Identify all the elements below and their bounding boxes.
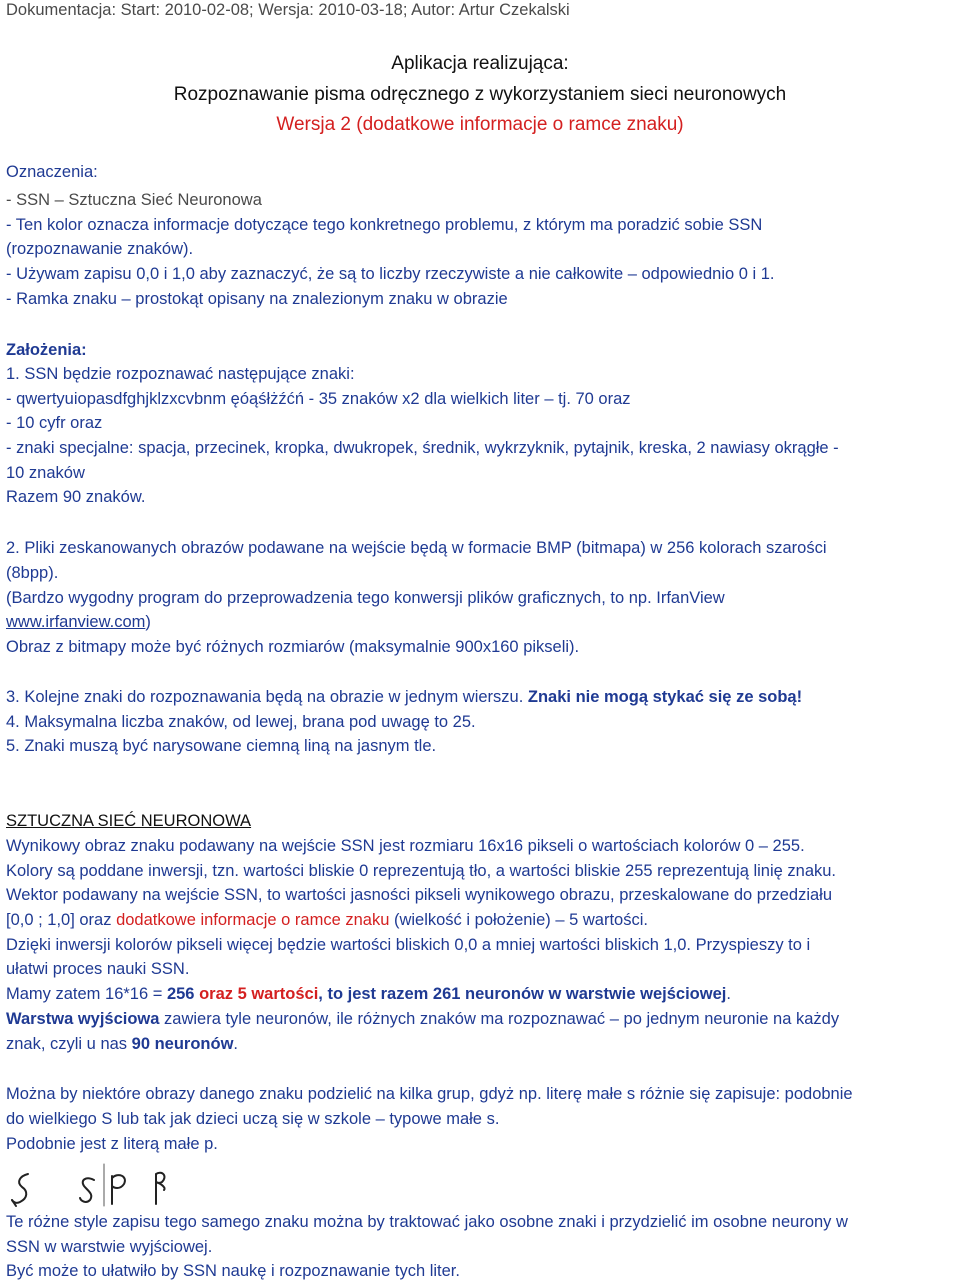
- ssn-line-1: Wynikowy obraz znaku podawany na wejście SSN jest rozmiaru 16x16 pikseli o wartościach kolorów 0 – 255.: [6, 837, 805, 855]
- zalozenia-1-line-6: Razem 90 znaków.: [6, 488, 146, 506]
- sketch-letter-s-cursive: [12, 1174, 28, 1203]
- zalozenia-3: [6, 687, 802, 707]
- oznaczenia-line-1: - SSN – Sztuczna Sieć Neuronowa: [6, 191, 262, 209]
- ssn-heading: SZTUCZNA SIEĆ NEURONOWA: [6, 812, 252, 830]
- ssn-line-10: Można by niektóre obrazy danego znaku podzielić na kilka grup, gdyż np. literę małe s różnie się zapisuje: podobnie: [6, 1085, 853, 1103]
- oznaczenia-line-5: - Ramka znaku – prostokąt opisany na znalezionym znaku w obrazie: [6, 290, 508, 308]
- sketch-letter-p-print: [112, 1175, 125, 1204]
- ssn-line-8: [6, 1009, 839, 1029]
- zalozenia-heading: Założenia:: [6, 341, 87, 359]
- zalozenia-2-line-1: 2. Pliki zeskanowanych obrazów podawane na wejście będą w formacie BMP (bitmapa) w 256 kolorach szarości: [6, 539, 827, 557]
- sketch-letter-s-print: [80, 1178, 94, 1202]
- ssn-line-7-end: .: [726, 985, 731, 1003]
- sketch-letter-p-cursive: [156, 1173, 165, 1204]
- ssn-line-15: Być może to ułatwiło by SSN naukę i rozpoznawanie tych liter.: [6, 1262, 460, 1280]
- ssn-line-6: ułatwi proces nauki SSN.: [6, 960, 190, 978]
- ssn-line-14: SSN w warstwie wyjściowej.: [6, 1238, 213, 1256]
- zalozenia-1-line-4: - znaki specjalne: spacja, przecinek, kropka, dwukropek, średnik, wykrzyknik, pytajnik, kreska, 2 nawiasy okrągłe -: [6, 439, 839, 457]
- handwritten-letters-sketch: [6, 1160, 176, 1208]
- ssn-line-4: [6, 910, 648, 930]
- link-close-paren: ): [145, 613, 151, 631]
- oznaczenia-line-4: - Używam zapisu 0,0 i 1,0 aby zaznaczyć, że są to liczby rzeczywiste a nie całkowite – odpowiednio 0 i 1.: [6, 265, 775, 283]
- ssn-line-9-end: .: [233, 1035, 238, 1053]
- ssn-line-3: Wektor podawany na wejście SSN, to wartości jasności pikseli wynikowego obrazu, przeskalowane do przedziału: [6, 886, 833, 904]
- ssn-line-7: [6, 984, 731, 1004]
- zalozenia-1-line-2: - qwertyuiopasdfghjklzxcvbnm ęóąśłżźćń - 35 znaków x2 dla wielkich liter – tj. 70 oraz: [6, 390, 631, 408]
- ssn-line-7-total: , to jest razem 261 neuronów w warstwie wejściowej: [318, 985, 727, 1003]
- zalozenia-2-line-2: (8bpp).: [6, 564, 59, 582]
- ssn-line-9: [6, 1034, 238, 1054]
- title-line-1: Aplikacja realizująca:: [391, 53, 569, 74]
- ssn-line-8-bold: Warstwa wyjściowa: [6, 1010, 160, 1028]
- ssn-line-2: Kolory są poddane inwersji, tzn. wartości bliskie 0 reprezentują tło, a wartości bliskie 255 reprezentują linię znaku.: [6, 862, 837, 880]
- ssn-line-7-a: Mamy zatem 16*16 =: [6, 985, 167, 1003]
- oznaczenia-line-3: (rozpoznawanie znaków).: [6, 240, 194, 258]
- ssn-line-4-c: (wielkość i położenie) – 5 wartości.: [389, 911, 648, 929]
- ssn-line-9-a: znak, czyli u nas: [6, 1035, 132, 1053]
- zalozenia-1-line-1: 1. SSN będzie rozpoznawać następujące znaki:: [6, 365, 355, 383]
- zalozenia-5: 5. Znaki muszą być narysowane ciemną liną na jasnym tle.: [6, 737, 437, 755]
- ssn-line-12: Podobnie jest z literą małe p.: [6, 1135, 218, 1153]
- title-line-3: Wersja 2 (dodatkowe informacje o ramce znaku): [276, 114, 684, 135]
- title-line-2: Rozpoznawanie pisma odręcznego z wykorzystaniem sieci neuronowych: [173, 84, 787, 105]
- ssn-line-13: Te różne style zapisu tego samego znaku można by traktować jako osobne znaki i przydzielić im osobne neurony w: [6, 1213, 848, 1231]
- ssn-line-8-rest: zawiera tyle neuronów, ile różnych znaków ma rozpoznawać – po jednym neuronie na każdy: [159, 1010, 840, 1028]
- ssn-line-9-bold: 90 neuronów: [131, 1035, 234, 1053]
- zalozenia-2-line-5: Obraz z bitmapy może być różnych rozmiarów (maksymalnie 900x160 pikseli).: [6, 638, 580, 656]
- oznaczenia-heading: Oznaczenia:: [6, 163, 98, 181]
- zalozenia-2-line-4: [6, 612, 151, 632]
- ssn-line-7-256: 256: [166, 985, 195, 1003]
- oznaczenia-line-2: - Ten kolor oznacza informacje dotyczące tego konkretnego problemu, z którym ma poradzić sobie SSN: [6, 216, 763, 234]
- zalozenia-1-line-3: - 10 cyfr oraz: [6, 414, 103, 432]
- ssn-line-7-extra: oraz 5 wartości: [194, 985, 319, 1003]
- ssn-line-4-a: [0,0 ; 1,0] oraz: [6, 911, 117, 929]
- zalozenia-2-line-3: (Bardzo wygodny program do przeprowadzenia tego konwersji plików graficznych, to np. IrfanView: [6, 589, 725, 607]
- document-meta: Dokumentacja: Start: 2010-02-08; Wersja: 2010-03-18; Autor: Artur Czekalski: [6, 1, 570, 19]
- zalozenia-1-line-5: 10 znaków: [6, 464, 85, 482]
- ssn-line-11: do wielkiego S lub tak jak dzieci uczą się w szkole – typowe małe s.: [6, 1110, 500, 1128]
- zalozenia-3-emphasis: Znaki nie mogą stykać się ze sobą!: [527, 688, 803, 706]
- ssn-line-5: Dzięki inwersji kolorów pikseli więcej będzie wartości bliskich 0,0 a mniej wartości bliskich 1,0. Przyspieszy to i: [6, 936, 811, 954]
- ssn-line-4-highlight: dodatkowe informacje o ramce znaku: [116, 911, 390, 929]
- zalozenia-4: 4. Maksymalna liczba znaków, od lewej, brana pod uwagę to 25.: [6, 713, 476, 731]
- zalozenia-3-text: 3. Kolejne znaki do rozpoznawania będą na obrazie w jednym wierszu.: [6, 688, 528, 706]
- irfanview-link[interactable]: www.irfanview.com: [6, 613, 146, 631]
